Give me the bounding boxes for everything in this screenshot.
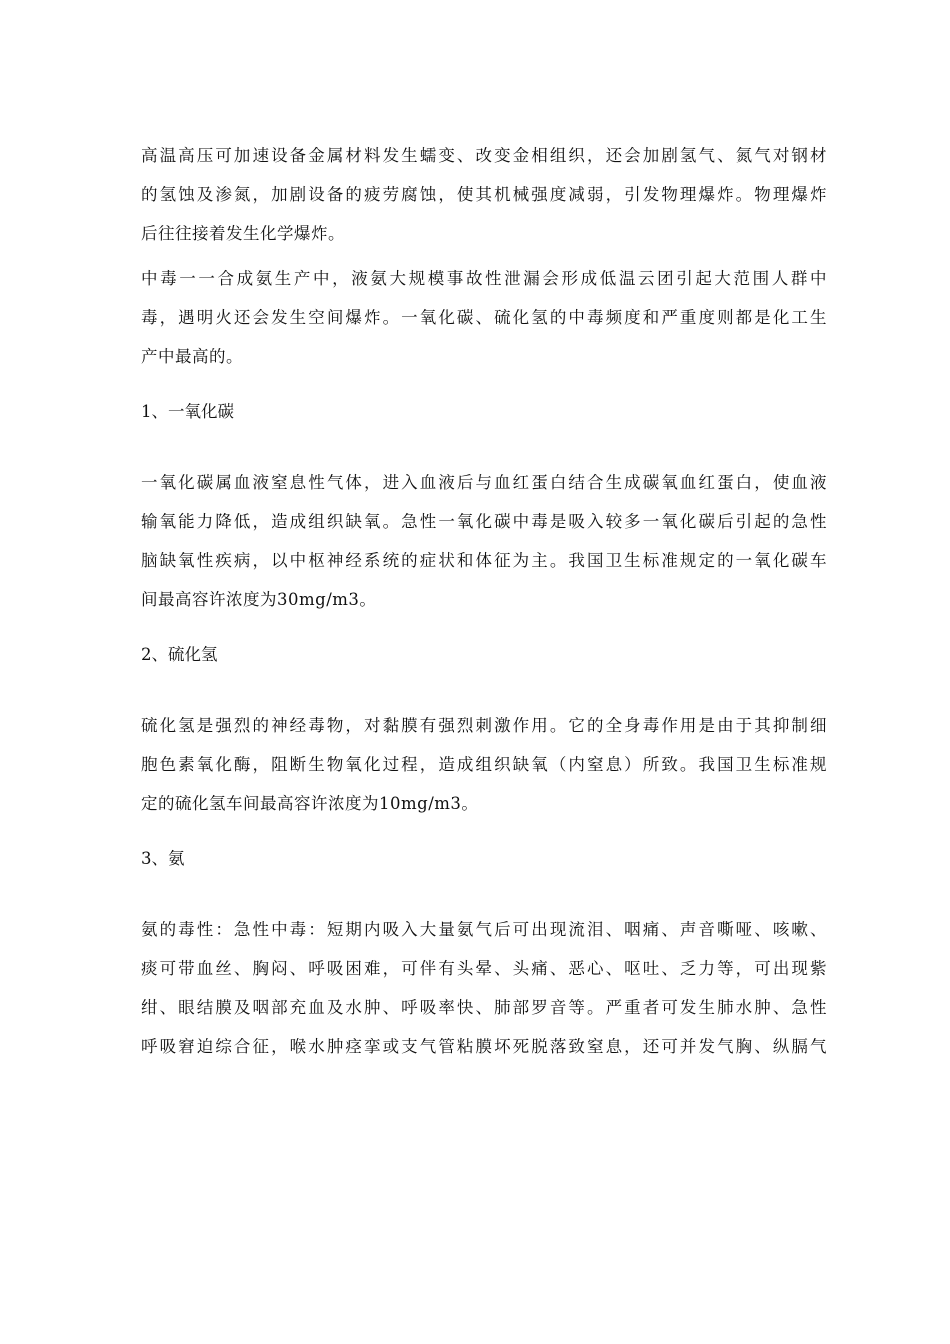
text-line: 硫化氢是强烈的神经毒物，对黏膜有强烈刺激作用。它的全身毒作用是由于其抑制细: [141, 716, 827, 735]
text-line: 胞色素氧化酶，阻断生物氧化过程，造成组织缺氧（内窒息）所致。我国卫生标准规: [141, 755, 827, 774]
paragraph-poisoning: [141, 259, 827, 376]
section-heading-carbon-monoxide: 1、一氧化碳: [141, 402, 234, 421]
text-line: 的氢蚀及渗氮，加剧设备的疲劳腐蚀，使其机械强度减弱，引发物理爆炸。物理爆炸: [141, 185, 827, 204]
text-line: 一氧化碳属血液窒息性气体，进入血液后与血红蛋白结合生成碳氧血红蛋白，使血液: [141, 473, 827, 492]
text-line: 间最高容许浓度为30mg/m3。: [141, 590, 377, 609]
text-line: 高温高压可加速设备金属材料发生蠕变、改变金相组织，还会加剧氢气、氮气对钢材: [141, 146, 827, 165]
text-line: 输氧能力降低，造成组织缺氧。急性一氧化碳中毒是吸入较多一氧化碳后引起的急性: [141, 512, 827, 531]
section-heading-hydrogen-sulfide: 2、硫化氢: [141, 645, 218, 664]
spacer: [141, 376, 827, 392]
text-line: 产中最高的。: [141, 347, 243, 366]
text-line: 绀、眼结膜及咽部充血及水肿、呼吸率快、肺部罗音等。严重者可发生肺水肿、急性: [141, 998, 827, 1017]
text-line: 氨的毒性：急性中毒：短期内吸入大量氨气后可出现流泪、咽痛、声音嘶哑、咳嗽、: [141, 920, 827, 939]
text-line: 呼吸窘迫综合征，喉水肿痉挛或支气管粘膜坏死脱落致窒息，还可并发气胸、纵膈气: [141, 1037, 827, 1056]
paragraph-carbon-monoxide: [141, 463, 827, 619]
text-line: 毒，遇明火还会发生空间爆炸。一氧化碳、硫化氢的中毒频度和严重度则都是化工生: [141, 308, 827, 327]
spacer: [141, 431, 827, 463]
spacer: [141, 823, 827, 839]
spacer: [141, 619, 827, 635]
text-line: 定的硫化氢车间最高容许浓度为10mg/m3。: [141, 794, 479, 813]
text-line: 中毒一一合成氨生产中，液氨大规模事故性泄漏会形成低温云团引起大范围人群中: [141, 269, 827, 288]
text-line: 后往往接着发生化学爆炸。: [141, 224, 345, 243]
document-body: [141, 136, 827, 1066]
paragraph-ammonia: [141, 910, 827, 1066]
paragraph-high-temp-pressure: [141, 136, 827, 253]
spacer: [141, 878, 827, 910]
text-line: 痰可带血丝、胸闷、呼吸困难，可伴有头晕、头痛、恶心、呕吐、乏力等，可出现紫: [141, 959, 827, 978]
text-line: 脑缺氧性疾病，以中枢神经系统的症状和体征为主。我国卫生标准规定的一氧化碳车: [141, 551, 827, 570]
section-heading-ammonia: 3、氨: [141, 849, 185, 868]
spacer: [141, 674, 827, 706]
paragraph-hydrogen-sulfide: [141, 706, 827, 823]
